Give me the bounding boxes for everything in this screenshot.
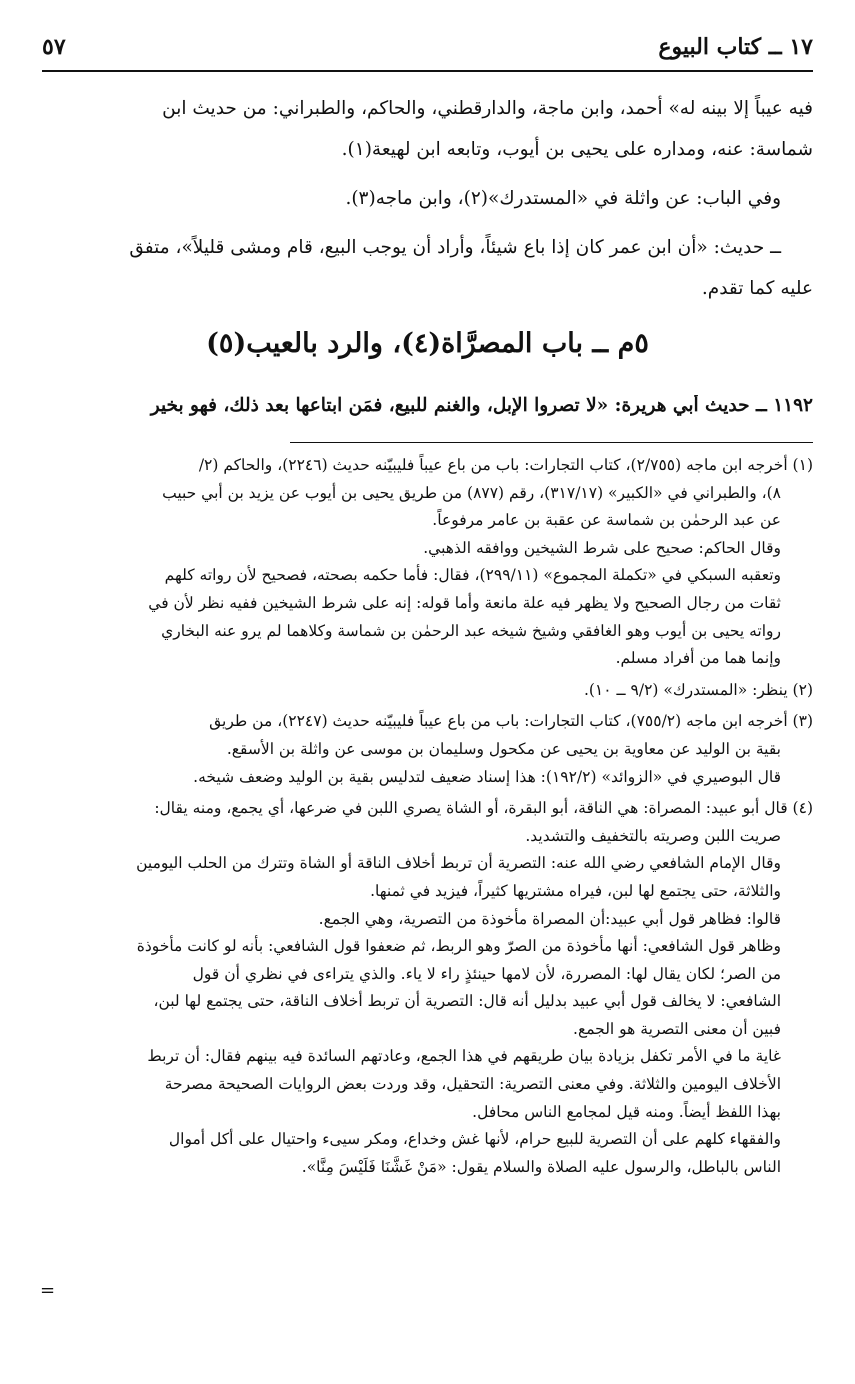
main-text (42, 88, 813, 309)
footnote-3 (42, 708, 813, 791)
footnote-line: وإنما هما من أفراد مسلم. (615, 649, 781, 668)
footnote-line: فبين أن معنى التصرية هو الجمع. (573, 1019, 781, 1038)
footnote-line: (٤) قال أبو عبيد: المصراة: هي الناقة، أبو البقرة، أو الشاة يصري اللبن في ضرعها، أي يجمع، ومنه يقال: (154, 799, 813, 818)
footnote-line: قال البوصيري في «الزوائد» (١٩٢/٢): هذا إسناد ضعيف لتدليس بقية بن الوليد وضعف شيخه. (193, 767, 781, 786)
footnote-separator (290, 442, 813, 443)
footnote-line: والفقهاء كلهم على أن التصرية للبيع حرام، لأنها غش وخداع، ومكر سيىء واحتيال على أكل أموال (168, 1130, 781, 1149)
text-line: شماسة: عنه، ومداره على يحيى بن أيوب، وتابعه ابن لهيعة(١). (341, 139, 813, 160)
footnote-line: صريت اللبن وصريته بالتخفيف والتشديد. (525, 826, 781, 845)
footnote-line: (٣) أخرجه ابن ماجه (٧٥٥/٢)، كتاب التجارات: باب من باع عيباً فليبيّنه حديث (٢٢٤٧)، من طريق (209, 712, 813, 731)
footnote-line: (١) أخرجه ابن ماجه (٢/٧٥٥)، كتاب التجارات: باب من باع عيباً فليبيّنه حديث (٢٢٤٦)، والحاكم (٢/ (198, 456, 813, 474)
footnote-1 (42, 452, 813, 673)
footnote-line: والثلاثة، حتى يجتمع لها لبن، فيراه مشتريها كثيراً، فيزيد في ثمنها. (370, 881, 781, 900)
footnote-4 (42, 795, 813, 1181)
footnote-line: الأخلاف اليومين والثلاثة. وفي معنى التصرية: التحقيل، وقد وردت بعض الروايات الصحيحة مصرحة (164, 1075, 781, 1094)
footnote-line: الناس بالباطل، والرسول عليه الصلاة والسلام يقول: «مَنْ غَشَّنَا فَلَيْسَ مِنَّا». (301, 1157, 781, 1176)
footnote-line: (٢) ينظر: «المستدرك» (٩/٢ ــ ١٠). (583, 680, 813, 699)
footnote-line: من الصر؛ لكان يقال لها: المصررة، لأن لامها حينئذٍ راء لا ياء. والذي يتراءى في نظري أن قول (192, 964, 781, 983)
hadith-line: ١١٩٢ ــ حديث أبي هريرة: «لا تصروا الإبل، والغنم للبيع، فمَن ابتاعها بعد ذلك، فهو بخير (150, 395, 813, 416)
footnote-line: وقال الحاكم: صحيح على شرط الشيخين ووافقه الذهبي. (423, 538, 781, 557)
page-header (42, 30, 813, 72)
footnotes (42, 452, 813, 1181)
footnote-line: وظاهر قول الشافعي: أنها مأخوذة من الصرّ وهو الربط، ثم ضعفوا قول الشافعي: بأنه لو كانت مأخوذة (136, 937, 781, 956)
footnote-line: وتعقبه السبكي في «تكملة المجموع» (٢٩٩/١١)، فقال: فأما حكمه بصحته، فصحيح لأن رواته كلهم (164, 566, 781, 585)
page-number: ٥٧ (42, 34, 66, 60)
footnote-line: بقية بن الوليد عن معاوية بن يحيى عن مكحول وسليمان بن موسى عن واثلة بن الأسقع. (226, 739, 781, 758)
footnote-line: عن عبد الرحمٰن بن شماسة عن عقبة بن عامر مرفوعاً. (432, 511, 781, 530)
continuation-mark: = (40, 1280, 56, 1301)
text-line: فيه عيباً إلا بينه له» أحمد، وابن ماجة، والدارقطني، والحاكم، والطبراني: من حديث ابن (162, 98, 813, 119)
text-line: وفي الباب: عن واثلة في «المستدرك»(٢)، وابن ماجه(٣). (345, 188, 781, 209)
text-line: ــ حديث: «أن ابن عمر كان إذا باع شيئاً، وأراد أن يوجب البيع، قام ومشى قليلاً»، متفق (129, 237, 781, 258)
section-heading: ٥م ــ باب المصرَّاة(٤)، والرد بالعيب(٥) (206, 328, 649, 359)
footnote-2 (42, 677, 813, 705)
footnote-line: ٨)، والطبراني في «الكبير» (٣١٧/١٧)، رقم (٨٧٧) من طريق يحيى بن أيوب عن يزيد بن أبي حبيب (162, 483, 781, 502)
footnote-line: غاية ما في الأمر تكفل بزيادة بيان طريقهم في هذا الجمع، وعادتهم السائدة فيه بينهم فقال: أن تربط (147, 1047, 781, 1066)
footnote-line: ثقات من رجال الصحيح ولا يظهر فيه علة مانعة وأما قوله: إنه على شرط الشيخين ففيه نظر لأن في (148, 593, 781, 612)
footnote-line: الشافعي: لا يخالف قول أبي عبيد بدليل أنه قال: التصرية أن تربط أخلاف الناقة، حتى يجتمع لها لبن، (153, 992, 781, 1011)
text-line: عليه كما تقدم. (701, 278, 813, 299)
footnote-line: رواته يحيى بن أيوب وهو الغافقي وشيخ شيخه عبد الرحمٰن بن شماسة وكلاهما لم يرو عنه البخاري (161, 621, 781, 640)
chapter-title: ١٧ ــ كتاب البيوع (658, 34, 813, 60)
footnote-line: قالوا: فظاهر قول أبي عبيد:أن المصراة مأخوذة من التصرية، وهي الجمع. (318, 909, 781, 928)
footnote-line: بهذا اللفظ أيضاً. ومنه قيل لمجامع الناس محافل. (472, 1102, 781, 1121)
footnote-line: وقال الإمام الشافعي رضي الله عنه: التصرية أن تربط أخلاف الناقة أو الشاة وتترك من الحلب اليومين (136, 854, 781, 873)
